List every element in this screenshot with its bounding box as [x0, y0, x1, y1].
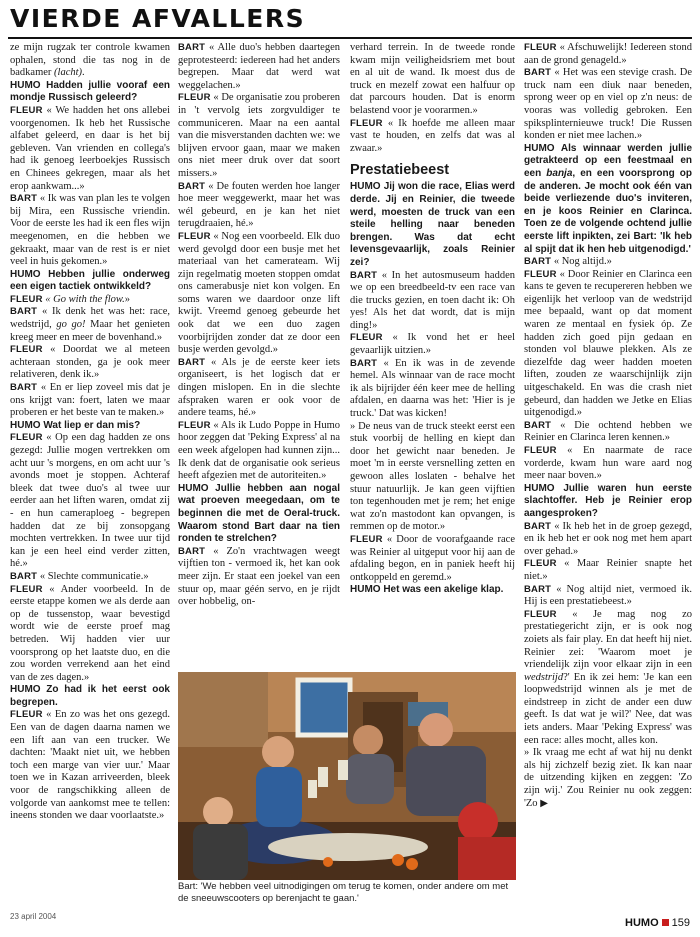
body-text: « En ik was in de zevende hemel. Als winnaar van de race mocht ik als bijrijder één keer mee de helling afdalen, en daarna was het: 'Hier is je truck.' Dat was kicken! — [350, 357, 515, 420]
paragraph — [10, 344, 170, 382]
body-text: « Door de voorafgaande race was Reinier al uitgeput voor hij aan de afdaling begon, en in paniek heeft hij ontkoppeld en geremd.» — [350, 533, 515, 583]
paragraph — [524, 269, 692, 420]
section-subheading: Prestatiebeest — [350, 162, 450, 179]
body-text: « Die ochtend hebben we Reinier en Clarinca leren kennen.» — [524, 419, 692, 444]
paragraph — [524, 483, 692, 521]
speaker-label: FLEUR — [524, 558, 557, 570]
paragraph — [178, 181, 340, 231]
speaker-label: BART — [350, 357, 378, 369]
paragraph — [178, 483, 340, 546]
body-text: go go! — [56, 319, 86, 331]
paragraph — [350, 358, 515, 421]
speaker-label: BART — [10, 570, 38, 582]
paragraph — [10, 269, 170, 294]
arrow-right-icon: ▶ — [540, 797, 548, 809]
paragraph — [524, 584, 692, 609]
body-text: « Nog altijd niet, vermoed ik. Hij is een prestatiebeest.» — [524, 583, 692, 608]
paragraph — [524, 42, 692, 67]
body-text: « Afschuwelijk! Iedereen stond aan de grond genageld.» — [524, 42, 692, 66]
paragraph — [524, 143, 692, 256]
speaker-label: FLEUR — [178, 230, 211, 242]
body-text: « De organisatie zou proberen in 't vervolg iets zorgvuldiger te communiceren. Maar na een aantal van die misverstanden dachten we: we blijven ervoor gaan, maar we maken ons niet meer druk over dat soort missers.» — [178, 92, 340, 179]
body-text: « De fouten werden hoe langer hoe meer weggewerkt, maar het was wél gebeurd, en je kan het niet terugdraaien, hé.» — [178, 180, 340, 230]
speaker-label: BART — [524, 520, 552, 532]
speaker-label: BART — [178, 356, 206, 368]
paragraph — [10, 420, 170, 433]
speaker-label: FLEUR — [10, 583, 43, 595]
body-text: « Ik heb het in de groep gezegd, en ik heb het er ook nog met hem apart over gehad.» — [524, 520, 692, 557]
paragraph — [10, 294, 170, 307]
body-text: « Als ik Ludo Poppe in Humo hoor zeggen dat 'Peking Express' al na een week afgelopen had kunnen zijn... Ik denk dat de organisatie ook serieus heeft afgezien met de autoriteiten.» — [178, 419, 340, 482]
paragraph — [178, 546, 340, 609]
interviewer-question: HUMO Wat liep er dan mis? — [10, 419, 141, 431]
paragraph — [178, 231, 340, 357]
page-title: VIERDE AFVALLERS — [10, 4, 306, 33]
body-text: « Het was een stevige crash. De truck nam een diuk naar beneden, sprong weer op en viel op z'n neus: de vooras was volledig gebroken. Een spiksplinternieuwe truck! Die Russen konden er niet mee lachen.» — [524, 67, 692, 142]
paragraph — [178, 42, 340, 92]
speaker-label: FLEUR — [10, 293, 43, 305]
speaker-label: BART — [10, 193, 38, 205]
speaker-label: FLEUR — [10, 709, 43, 721]
body-text: « Door Reinier en Clarinca een kans te geven te recupereren hebben we eigenlijk het verloop van de wedstrijd mee bepaald, want op dat moment waren ze mentaal en fysiek óp. Ze hadden zich goed pijn gedaan en stonden vol blauwe plekken. Als ze diezelfde dag weer hadden moeten liften, zouden ze waarschijnlijk zijn uitgeschakeld. En was die crash niet gebeurd, dan hadden we Jetke en Elias uitgenodigd.» — [524, 268, 692, 419]
interviewer-question: , en een voorsprong op de anderen. Je mocht ook één van beide verliezende duo's inviteren, en je koos Reinier en Clarinca. Toen ze de volgende ochtend jullie eerste lift inpikten, zei Bart: 'Ik heb al spijt dat ik hen heb uitgenodigd.' — [524, 167, 692, 255]
paragraph — [10, 584, 170, 685]
caption-speaker: Bart: — [178, 881, 199, 892]
body-text: « In het autosmuseum hadden we op een breedbeeld-tv een race van die trucks gezien, en toen dacht ik: Oh yes! Als het dat wordt, dat is mijn ding!» — [350, 269, 515, 331]
speaker-label: BART — [178, 42, 206, 53]
paragraph — [524, 521, 692, 559]
paragraph — [10, 42, 170, 80]
body-text: « Als je de eerste keer iets organiseert, is het logisch dat er dingen mislopen. En in die slechte afspraken waren er ook voor de andere teams, hé.» — [178, 356, 340, 419]
paragraph — [10, 432, 170, 571]
body-text: ze mijn rugzak ter controle kwamen ophalen, stond die tas nog in de badkamer — [10, 42, 170, 79]
paragraph — [524, 558, 692, 583]
speaker-label: FLEUR — [350, 332, 383, 344]
paragraph — [524, 256, 692, 269]
interviewer-question: HUMO Zo had ik het eerst ook begrepen. — [10, 684, 170, 708]
body-text: « En zo was het ons gezegd. Een van de dagen daarna namen we een lift aan van een trucker. We dachten: 'Maakt niet uit, we hebben toch een marge van vier uur.' Maar toen we in Kazan arriveerden, bleek voor de rangschikking alleen de volgorde van aankomst mee te tellen: ineens stonden we daar voorlaatste.» — [10, 709, 170, 822]
article-photo — [178, 672, 516, 880]
caption-text: 'We hebben veel uitnodigingen om terug te komen, onder andere om met de sneeuwscooters op berenjacht te gaan.' — [178, 881, 509, 904]
interviewer-question: HUMO Hadden jullie vooraf een mondje Russisch geleerd? — [10, 79, 170, 104]
body-text: « Alle duo's hebben daartegen geprotesteerd: iedereen had het anders begrepen. Maar dat werd wat weggelachen.» — [178, 42, 340, 91]
body-text: « En er liep zoveel mis dat je ons krijgt van: foert, laten we maar proberen er het beste van te maken.» — [10, 382, 170, 419]
paragraph — [10, 571, 170, 584]
paragraph — [524, 420, 692, 445]
speaker-label: FLEUR — [178, 92, 211, 104]
paragraph — [350, 421, 515, 534]
paragraph — [524, 445, 692, 483]
paragraph — [524, 67, 692, 143]
paragraph — [350, 42, 515, 118]
speaker-label: BART — [178, 180, 206, 192]
footer-magazine — [625, 917, 690, 929]
footer-date: 23 april 2004 — [10, 912, 57, 921]
speaker-label: FLEUR — [524, 268, 557, 280]
article-column-2 — [178, 42, 340, 664]
speaker-label: FLEUR — [524, 608, 557, 620]
body-text: Maar het genieten kreeg meer en meer de bovenhand.» — [10, 319, 170, 343]
photo-toast-scene — [178, 672, 516, 880]
article-column-3 — [350, 42, 515, 664]
speaker-label: FLEUR — [524, 445, 557, 456]
speaker-label: BART — [524, 419, 552, 431]
paragraph — [524, 609, 692, 748]
speaker-label: BART — [524, 256, 552, 268]
paragraph — [178, 420, 340, 483]
speaker-label: FLEUR — [10, 432, 43, 444]
page-number: 159 — [671, 917, 690, 929]
body-text: verhard terrein. In de tweede ronde kwam mijn veiligheidsriem met bout en al uit de wand. Ik moest dus de truck en mezelf zowat een halfuur op dat parcours houden. Dat is enorm belastend voor je voorarmen.» — [350, 42, 515, 116]
paragraph — [10, 105, 170, 193]
speaker-label: FLEUR — [10, 344, 43, 356]
paragraph — [10, 382, 170, 420]
body-text: » De neus van de truck steekt eerst een stuk voorbij de helling en kiept dan door het gewicht naar beneden. Je moet 'm in eerste versnelling zetten en gewoon alles loslaten - behalve het stuur natuurlijk. Je kan geen vijftien ton tegenhouden met je rem; het enige wat zo'n mastodont kan opvangen, is remmen op de motor.» — [350, 420, 515, 533]
body-text: « Maar Reinier snapte het niet.» — [524, 558, 692, 582]
body-text: « Ik vond het er heel gevaarlijk uitzien.» — [350, 332, 515, 357]
paragraph — [350, 534, 515, 584]
paragraph — [350, 270, 515, 333]
body-text: « Slechte communicatie.» — [37, 570, 149, 582]
body-text: « En naarmate de race vorderde, kwam hun ware aard nog meer naar boven.» — [524, 445, 692, 482]
body-text: « Ik hoefde me alleen maar vast te houden, en zelfs dat was al zwaar.» — [350, 117, 515, 154]
speaker-label: BART — [10, 382, 38, 394]
interviewer-question: HUMO Jullie hebben aan nogal wat proeven meegedaan, om te beginnen die met de Oeral-truck. Waarom stond Bart daar na tien ronden te strelchen? — [178, 482, 340, 545]
speaker-label: FLEUR — [350, 117, 383, 129]
body-text: « Ik denk het was het: race, wedstrijd, — [10, 306, 170, 331]
speaker-label: BART — [524, 583, 552, 595]
magazine-name: HUMO — [625, 917, 659, 929]
body-text: . — [82, 67, 85, 79]
paragraph — [10, 80, 170, 105]
paragraph — [10, 306, 170, 344]
speaker-label: FLEUR — [10, 104, 43, 116]
speaker-label: FLEUR — [178, 419, 211, 431]
body-text: « Doordat we al meteen achteraan stonden, ga je ook meer relativeren, denk ik.» — [10, 344, 170, 381]
body-text: « We hadden het ons allebei voorgenomen. Ik heb het Russische alfabet geleerd, en daar is het bij gebleven. Van vrienden en collega's had ik genoeg leerboekjes Russisch en Chinees gekregen, maar als het erop aankwam...» — [10, 104, 170, 192]
body-text: « Nog een voorbeeld. Elk duo werd gevolgd door een busje met het materiaal van het cameratеam. Wij zijn regelmatig moeten stoppen omdat ons camerabusje niet kon volgen. En soms waren we daardoor onze lift kwijt. Vreemd genoeg gebeurde het ook dat we een duo zagen voorbijrijden zonder dat ze door een busje werden gevolgd.» — [178, 230, 340, 356]
interviewer-question: HUMO Het was een akelige klap. — [350, 584, 504, 596]
body-text: « Je mag nog zo prestatiegericht zijn, er is ook nog zoiets als fair play. En dat heeft hij niet. Reinier zei: 'Waarom moet je vriendelijk zijn voor elkaar zijn in een — [524, 608, 692, 671]
body-text: « Nog altijd.» — [551, 256, 612, 268]
paragraph — [524, 747, 692, 810]
body-text: ?' En ik zei hem: 'Je kan een loopwedstrijd winnen als je met de eindstreep in zicht de ander een duw geeft. Is dat wat je wil?' Nee, dat was iets anders. Maar 'Peking Express' was een race: alles mocht, alles kon. — [524, 671, 692, 746]
paragraph — [10, 684, 170, 709]
interviewer-question: banja — [546, 167, 573, 179]
article-column-4 — [524, 42, 692, 910]
speaker-label: FLEUR — [350, 533, 383, 545]
paragraph — [350, 332, 515, 357]
body-text: » Ik vraag me echt af wat hij nu denkt als hij zichzelf bezig ziet. Ik kan naar de uitzending kijken en zeggen: 'Zo zijn wij.' Zou Reinier nu ook zeggen: 'Zo — [524, 747, 692, 809]
speaker-label: BART — [10, 306, 38, 318]
title-rule — [8, 37, 692, 39]
interviewer-question: HUMO Hebben jullie onderweg een eigen tactiek ontwikkeld? — [10, 268, 170, 293]
paragraph — [178, 357, 340, 420]
body-text: « Ander voorbeeld. In de eerste etappe komen we als derde aan op de tussenstop, waar bevestigd wordt wie de eerste proef mag betreden. Wij hadden vier uur voorsprong op het laatste duo, en die zou worden verrekend aan het eind van de zes dagen.» — [10, 583, 170, 683]
speaker-label: FLEUR — [524, 42, 557, 53]
interviewer-question: HUMO Jullie waren hun eerste slachtoffer. Heb je Reinier erop aangesproken? — [524, 482, 692, 519]
body-text: wedstrijd — [524, 671, 564, 683]
interviewer-question: HUMO Jij won die race, Elias werd derde. Jij en Reinier, die tweede werd, moesten de truck van een steile helling naar beneden brengen. Was dat echt levensgevaarlijk, zoals Reinier zei? — [350, 181, 515, 268]
body-text: « Zo'n vrachtwagen weegt vijftien ton - vermoed ik, het kan ook meer zijn. Er staat een joekel van een stuur op, maar géén servo, en je rijdt over hobbelig, on- — [178, 545, 340, 608]
window-shape — [298, 680, 350, 735]
body-text: « Ik was van plan les te volgen bij Mira, een Russische vriendin. Voor de eerste les had ik een fles wijn meegenomen, en die hebben we gekraakt, maar van de rest is er niet veel in huis gekomen.» — [10, 193, 170, 268]
speaker-label: BART — [178, 545, 206, 557]
paragraph — [350, 118, 515, 156]
body-text: « Op een dag hadden ze ons gezegd: Jullie mogen vertrekken om acht uur 's morgens, en om acht uur 's avonds moet je stoppen. Achteraf bleek dat twee duo's al twee uur eerder aan het liften waren, omdat zij - en hun cameraploeg - begrepen hadden dat ze bij zonsopgang mochten vertrekken. In twee uur tijd kan je een heel eind verder zitten, hé.» — [10, 432, 170, 570]
interviewer-question: HUMO Als winnaar werden jullie getrakteerd op een feestmaal en een — [524, 142, 692, 179]
photo-caption — [178, 881, 516, 904]
paragraph — [350, 584, 515, 597]
paragraph — [10, 709, 170, 822]
paragraph — [10, 193, 170, 269]
speaker-label: BART — [524, 67, 552, 79]
body-text: (lacht) — [54, 67, 83, 79]
body-text: » — [124, 293, 130, 305]
paragraph — [350, 181, 515, 269]
speaker-label: BART — [350, 269, 378, 281]
square-icon — [662, 919, 669, 926]
article-column-1 — [10, 42, 170, 910]
body-text: « Go with the flow. — [42, 293, 125, 305]
paragraph — [178, 92, 340, 180]
